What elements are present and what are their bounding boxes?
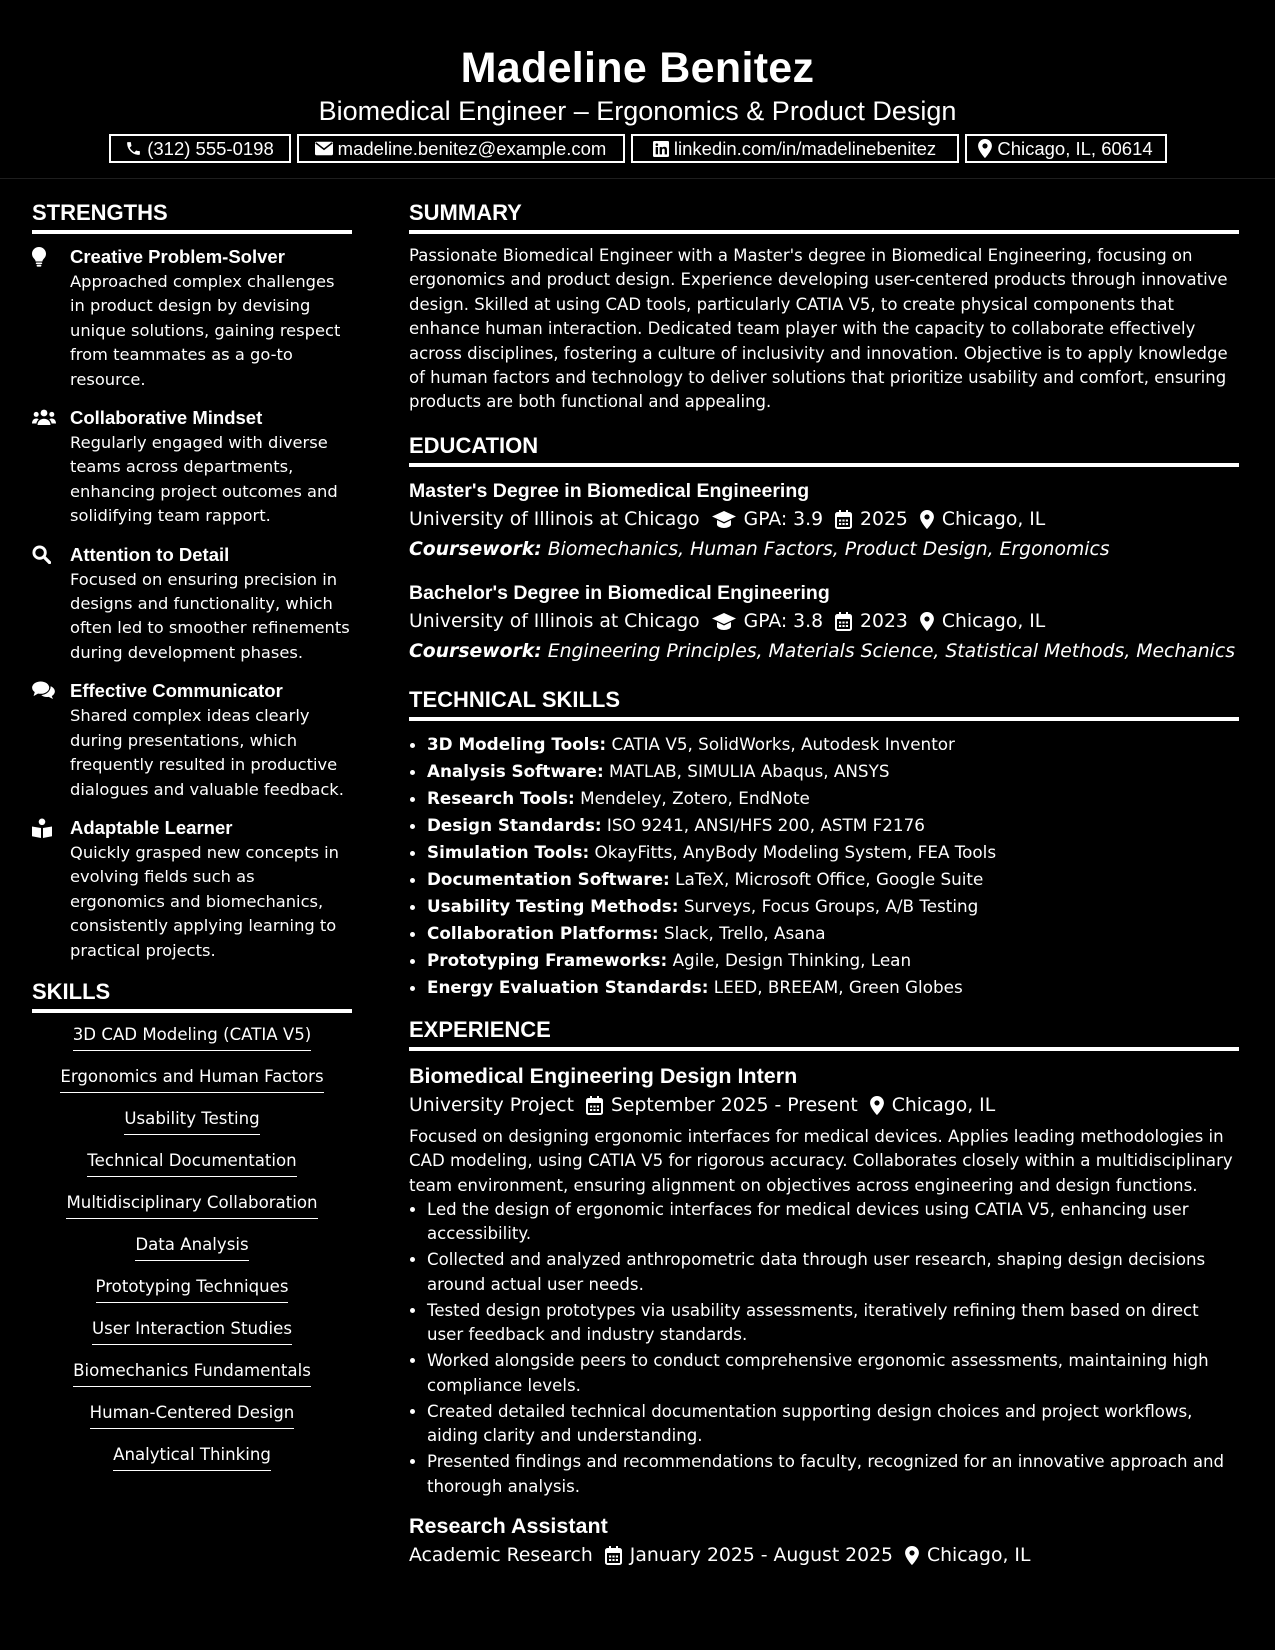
tech-skill-value: Slack, Trello, Asana [663,922,826,943]
tech-skill-label: Energy Evaluation Standards: [427,976,709,997]
job-entry [409,1061,1239,1499]
coursework-list: Biomechanics, Human Factors, Product Design, Ergonomics [547,538,1110,560]
tech-skill-label: Collaboration Platforms: [427,922,659,943]
job-bullets [409,1198,1239,1499]
job-organization: University Project [409,1094,574,1116]
graduation-cap-icon [712,613,736,631]
tech-skill-label: Analysis Software: [427,760,604,781]
tech-skill-value: LEED, BREEAM, Green Globes [713,976,963,997]
map-pin-icon [905,1546,919,1565]
tech-skill-value: LaTeX, Microsoft Office, Google Suite [675,868,984,889]
tech-skill-value: Agile, Design Thinking, Lean [672,949,912,970]
map-pin-icon [870,1096,884,1115]
skill-tag: Analytical Thinking [113,1443,271,1471]
skills-heading: SKILLS [32,977,352,1013]
strength-item [32,815,352,963]
contact-phone-text: (312) 555-0198 [147,137,274,159]
coursework-list: Engineering Principles, Materials Science, Statistical Methods, Mechanics [547,640,1235,662]
candidate-name: Madeline Benitez [460,44,815,92]
strength-title: Collaborative Mindset [70,407,263,429]
degree-title: Bachelor's Degree in Biomedical Engineering [409,581,830,604]
list-item [427,893,1239,920]
list-item [427,812,1239,839]
job-meta [409,1091,1239,1121]
graduation-year: 2023 [860,610,908,632]
contact-email-text: madeline.benitez@example.com [337,137,607,159]
education-meta [409,607,1239,637]
skill-tag: Ergonomics and Human Factors [60,1065,323,1093]
skill-tag: Data Analysis [135,1233,248,1261]
list-item [427,785,1239,812]
phone-icon [125,140,142,157]
job-dates: January 2025 - August 2025 [629,1544,893,1566]
tech-skill-label: 3D Modeling Tools: [427,733,607,754]
education-meta [409,505,1239,535]
graduation-year: 2025 [860,508,908,530]
map-pin-icon [978,139,992,158]
list-item: • Worked alongside peers to conduct comprehensive ergonomic assessments, maintaining high compliance levels. [427,1349,1239,1398]
education-heading: EDUCATION [409,431,1239,467]
strength-item [32,542,352,666]
tech-skill-label: Prototyping Frameworks: [427,949,668,970]
calendar-icon [586,1096,603,1115]
coursework-label: Coursework: [409,538,542,560]
lightbulb-icon [32,247,46,267]
skill-tag: User Interaction Studies [92,1317,292,1345]
school-location: Chicago, IL [941,610,1046,632]
job-organization: Academic Research [409,1544,593,1566]
skills-list [32,1023,352,1471]
tech-skill-label: Usability Testing Methods: [427,895,679,916]
strength-title: Attention to Detail [70,543,230,565]
skill-tag: Technical Documentation [87,1149,296,1177]
tech-skill-label: Simulation Tools: [427,841,590,862]
degree-title: Master's Degree in Biomedical Engineering [409,479,810,502]
list-item [427,731,1239,758]
technical-skills-list [409,731,1239,1001]
strength-description: Approached complex challenges in product design by devising unique solutions, gaining respect from teammates as a go-to resource. [70,272,341,389]
list-item [427,866,1239,893]
contact-phone[interactable] [109,134,291,163]
list-item: • Collected and analyzed anthropometric data through user research, shaping design decisions around actual user needs. [427,1248,1239,1297]
job-location: Chicago, IL [891,1094,996,1116]
tech-skill-label: Research Tools: [427,787,575,808]
tech-skill-label: Documentation Software: [427,868,670,889]
job-dates: September 2025 - Present [610,1094,858,1116]
tech-skill-value: OkayFitts, AnyBody Modeling System, FEA Tools [594,841,997,862]
magnifier-icon [32,545,51,564]
list-item [427,758,1239,785]
strength-title: Effective Communicator [70,680,283,702]
graduation-cap-icon [712,511,736,529]
contact-location [965,134,1167,163]
gpa: GPA: 3.9 [743,508,824,530]
book-reader-icon [32,818,52,838]
skill-tag: Prototyping Techniques [96,1275,289,1303]
skill-tag: 3D CAD Modeling (CATIA V5) [73,1023,312,1051]
resume-header [0,0,1275,179]
summary-text: Passionate Biomedical Engineer with a Master's degree in Biomedical Engineering, focusing on ergonomics and product design. Experience developing user-centered products through innovative design. Skilled at using CAD tools, particularly CATIA V5, to create physical components that enhance human interaction. Dedicated team player with the capacity to collaborate effectively across disciplines, fostering a culture of inclusivity and innovation. Objective is to apply knowledge of human factors and technology to deliver solutions that prioritize usability and comfort, ensuring products are both functional and appealing. [409,246,1228,412]
technical-skills-heading: TECHNICAL SKILLS [409,685,1239,721]
list-item [427,974,1239,1001]
tech-skill-value: MATLAB, SIMULIA Abaqus, ANSYS [609,760,890,781]
list-item: • Tested design prototypes via usability assessments, iteratively refining them based on direct user feedback and industry standards. [427,1299,1239,1348]
strength-description: Regularly engaged with diverse teams across departments, enhancing project outcomes and solidifying team rapport. [70,433,338,526]
gpa: GPA: 3.8 [743,610,824,632]
chat-bubbles-icon [32,681,55,699]
skill-tag: Human-Centered Design [90,1401,295,1429]
right-column [409,198,1239,1571]
list-item [427,947,1239,974]
education-entry [409,579,1239,667]
strength-item [32,244,352,392]
tech-skill-value: Mendeley, Zotero, EndNote [580,787,810,808]
list-item [427,839,1239,866]
strength-item [32,405,352,529]
skill-tag: Usability Testing [124,1107,259,1135]
school-name: University of Illinois at Chicago [409,610,700,632]
contact-location-text: Chicago, IL, 60614 [997,137,1153,159]
calendar-icon [605,1546,622,1565]
coursework [409,535,1239,565]
job-description: Focused on designing ergonomic interfaces for medical devices. Applies leading methodologies in CAD modeling, using CATIA V5 for rigorous accuracy. Collaborates closely within a multidisciplinary team environment, ensuring alignment on objectives across engineering and design functions. [409,1126,1233,1195]
tech-skill-value: Surveys, Focus Groups, A/B Testing [683,895,979,916]
contact-linkedin-text: linkedin.com/in/madelinebenitez [673,137,937,159]
strength-item [32,678,352,802]
strength-description: Quickly grasped new concepts in evolving fields such as ergonomics and biomechanics, consistently applying learning to practical projects. [70,842,339,960]
strength-description: Shared complex ideas clearly during presentations, which frequently resulted in productive dialogues and valuable feedback. [70,706,344,799]
map-pin-icon [920,612,934,631]
tech-skill-label: Design Standards: [427,814,602,835]
experience-heading: EXPERIENCE [409,1015,1239,1051]
education-entry [409,477,1239,565]
strength-title: Adaptable Learner [70,816,233,838]
strength-description: Focused on ensuring precision in designs and functionality, which often led to smoother refinements during development phases. [70,569,350,662]
coursework-label: Coursework: [409,640,542,662]
candidate-title: Biomedical Engineer – Ergonomics & Product Design [318,96,957,126]
skill-tag: Multidisciplinary Collaboration [66,1191,317,1219]
contact-linkedin[interactable] [631,134,959,163]
tech-skill-value: ISO 9241, ANSI/HFS 200, ASTM F2176 [606,814,925,835]
summary-heading: SUMMARY [409,198,1239,234]
calendar-icon [835,612,852,631]
skill-tag: Biomechanics Fundamentals [73,1359,311,1387]
map-pin-icon [920,510,934,529]
list-item: • Created detailed technical documentation supporting design choices and project workflows, aiding clarity and understanding. [427,1400,1239,1449]
contact-email[interactable] [297,134,625,163]
users-icon [32,408,56,426]
school-name: University of Illinois at Chicago [409,508,700,530]
linkedin-icon [653,141,669,157]
calendar-icon [835,510,852,529]
job-location: Chicago, IL [926,1544,1031,1566]
job-title: Research Assistant [409,1513,608,1538]
envelope-icon [315,141,333,156]
list-item: • Presented findings and recommendations to faculty, recognized for an innovative approach and thorough analysis. [427,1450,1239,1499]
contact-bar [0,134,1275,163]
school-location: Chicago, IL [941,508,1046,530]
job-title: Biomedical Engineering Design Intern [409,1063,798,1088]
strengths-heading: STRENGTHS [32,198,352,234]
tech-skill-value: CATIA V5, SolidWorks, Autodesk Inventor [611,733,955,754]
list-item: • Led the design of ergonomic interfaces for medical devices using CATIA V5, enhancing user accessibility. [427,1198,1239,1247]
list-item [427,920,1239,947]
job-entry [409,1511,1239,1571]
coursework [409,637,1239,667]
strength-title: Creative Problem-Solver [70,246,285,267]
left-column [32,198,352,1485]
job-meta [409,1541,1239,1571]
